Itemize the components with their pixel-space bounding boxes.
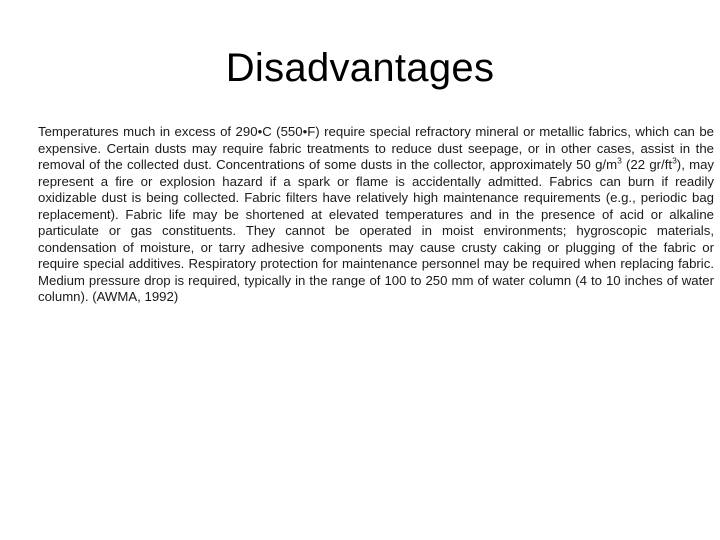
superscript-cubed-2: 3 xyxy=(672,155,677,166)
paragraph-text-5: ), may represent a fire or explosion hazard if a spark or flame is accidentally admitted. Fabrics can burn if readily oxidizable dust is being collected. Fabric filters have relatively high maintenance requirements (e.g., periodic bag replacement). Fabric life may be shortened at elevated temperatures and in the presence of acid or alkaline particulate or gas constituents. They cannot be operated in moist environments; hygroscopic materials, condensation of moisture, or tarry adhesive components may cause crusty caking or plugging of the fabric or require special additives. Respiratory protection for maintenance personnel may be required when replacing fabric. Medium pressure drop is required, typically in the range of 100 to 250 mm of water column (4 to 10 inches of water column). (AWMA, 1992) xyxy=(38,157,715,304)
paragraph-text-1: Temperatures much in excess of 290 xyxy=(38,124,258,139)
disadvantages-paragraph xyxy=(38,124,714,306)
paragraph-text-3: F) require special refractory mineral or metallic fabrics, which can be expensive. Certain dusts may require fabric treatments to reduce dust seepage, or in other cases, assist in the removal of the collected dust. Concentrations of some dusts in the collector, approximately 50 g/m xyxy=(38,124,715,172)
slide-title: Disadvantages xyxy=(225,46,495,90)
degree-symbol-celsius: • xyxy=(257,124,263,139)
paragraph-text-2: C (550 xyxy=(262,124,303,139)
superscript-cubed-1: 3 xyxy=(617,155,622,166)
degree-symbol-fahrenheit: • xyxy=(302,124,308,139)
paragraph-text-4: (22 gr/ft xyxy=(621,157,673,172)
